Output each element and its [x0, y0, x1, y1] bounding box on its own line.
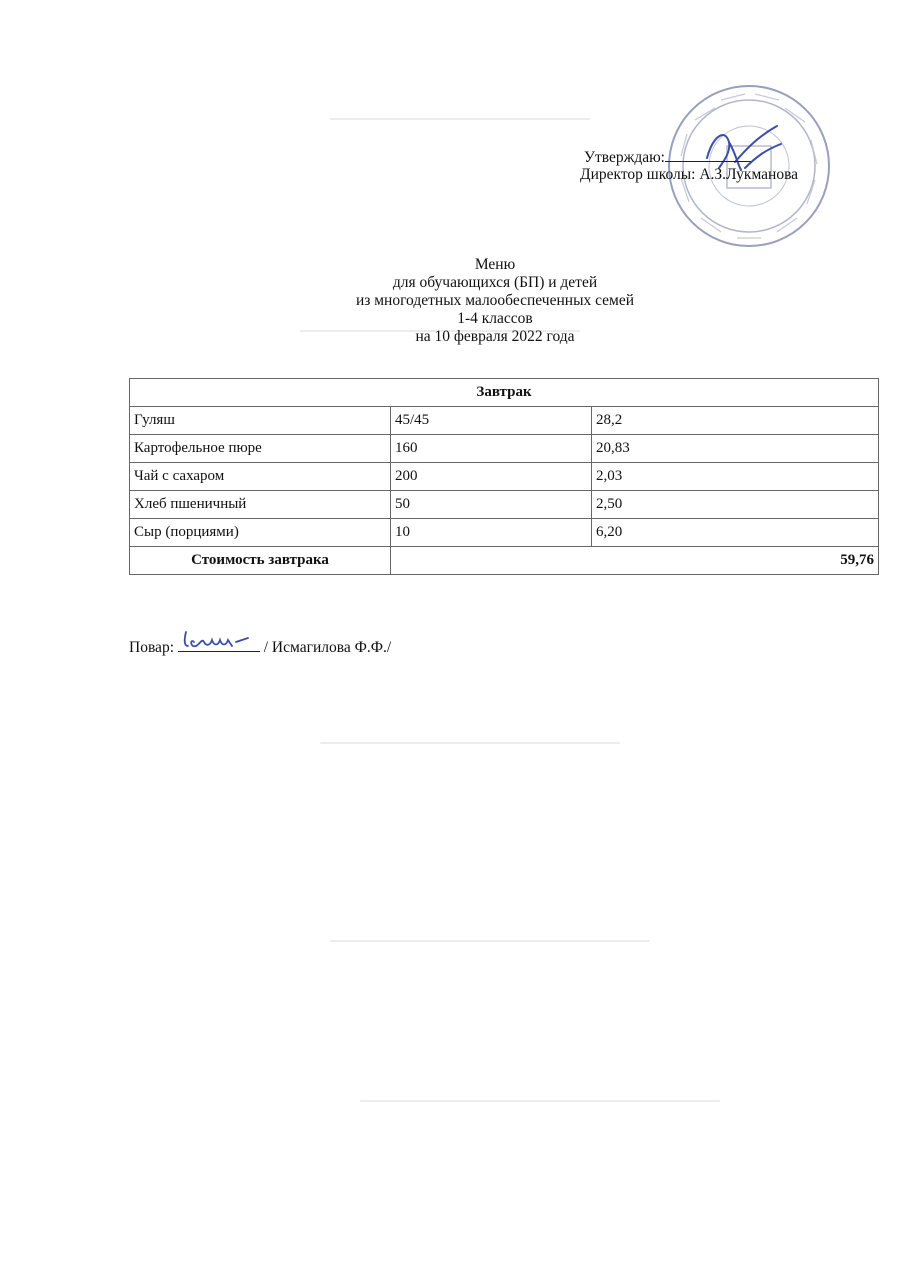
bleed-mark	[320, 742, 620, 744]
bleed-mark	[330, 118, 590, 120]
dish-name: Картофельное пюре	[130, 435, 391, 463]
approve-signature-line	[665, 146, 751, 162]
bleed-mark	[330, 940, 650, 942]
menu-table	[129, 378, 879, 575]
dish-price: 2,50	[592, 491, 879, 519]
dish-price: 28,2	[592, 407, 879, 435]
section-header: Завтрак	[130, 379, 879, 407]
dish-price: 2,03	[592, 463, 879, 491]
title-line-5: на 10 февраля 2022 года	[415, 328, 575, 345]
table-row	[130, 407, 879, 435]
table-row	[130, 491, 879, 519]
bleed-mark	[360, 1100, 720, 1102]
title-line-2: для обучающихся (БП) и детей	[392, 274, 598, 291]
title-line-1: Меню	[474, 256, 516, 273]
total-label: Стоимость завтрака	[130, 547, 391, 575]
dish-name: Чай с сахаром	[130, 463, 391, 491]
total-value: 59,76	[391, 547, 879, 575]
dish-price: 6,20	[592, 519, 879, 547]
cook-signature-line	[129, 636, 391, 657]
cook-name: / Исмагилова Ф.Ф./	[263, 639, 392, 656]
dish-name: Сыр (порциями)	[130, 519, 391, 547]
cook-label: Повар:	[129, 639, 174, 656]
total-row	[130, 547, 879, 575]
title-line-3: из многодетных малообеспеченных семей	[355, 292, 635, 309]
approve-label: Утверждаю:	[584, 149, 665, 166]
cook-signature-mark	[180, 626, 260, 652]
cook-signature	[178, 636, 260, 652]
dish-price: 20,83	[592, 435, 879, 463]
table-row	[130, 519, 879, 547]
section-row	[130, 379, 879, 407]
dish-weight: 200	[391, 463, 592, 491]
dish-name: Хлеб пшеничный	[130, 491, 391, 519]
director-label: Директор школы: А.З.Лукманова	[580, 166, 799, 183]
dish-weight: 160	[391, 435, 592, 463]
table-row	[130, 463, 879, 491]
dish-weight: 10	[391, 519, 592, 547]
dish-name: Гуляш	[130, 407, 391, 435]
menu-title	[0, 256, 897, 346]
dish-weight: 50	[391, 491, 592, 519]
table-row	[130, 435, 879, 463]
dish-weight: 45/45	[391, 407, 592, 435]
approval-line	[584, 146, 751, 167]
title-line-4: 1-4 классов	[457, 310, 533, 327]
